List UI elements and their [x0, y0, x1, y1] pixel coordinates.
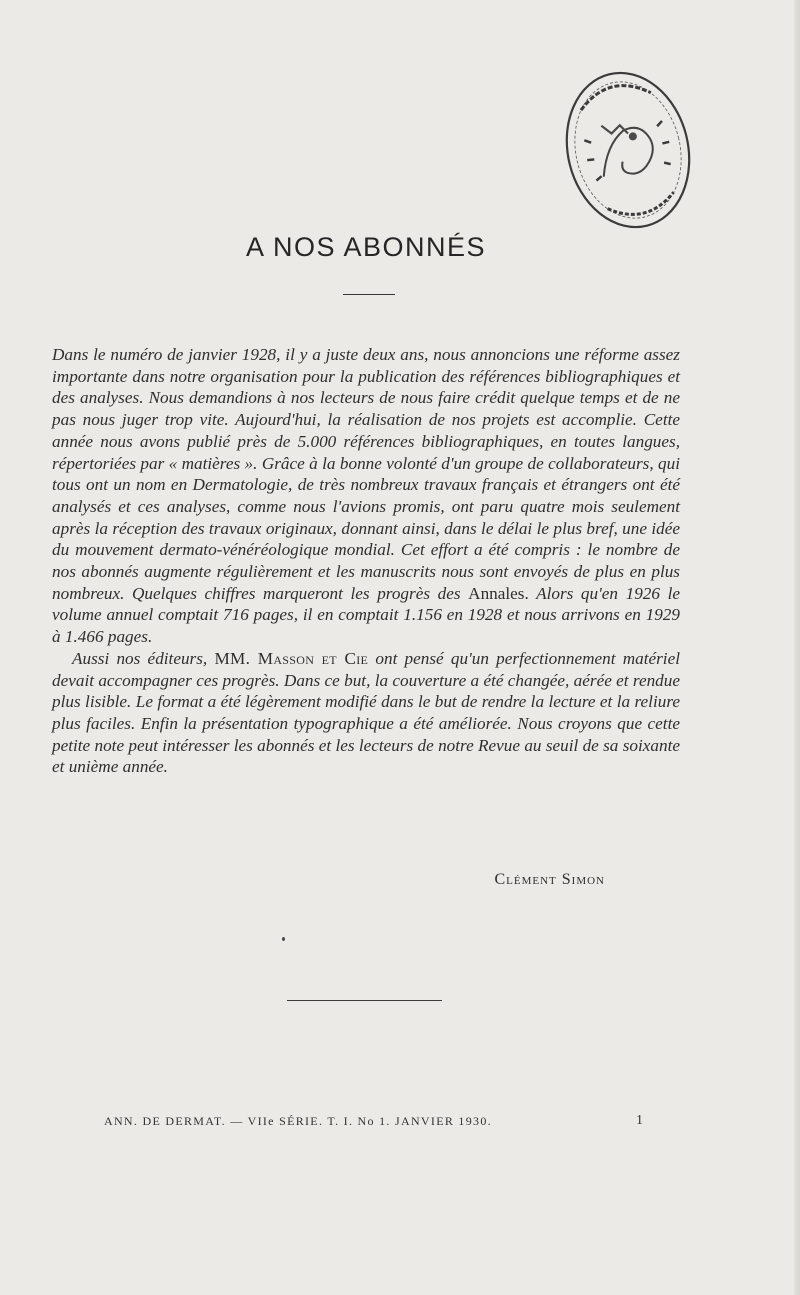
page-number: 1: [636, 1113, 643, 1128]
paragraph-2-text-a: Aussi nos éditeurs,: [72, 648, 208, 668]
article-title: A NOS ABONNÉS: [245, 232, 487, 262]
closing-divider: [287, 1000, 442, 1001]
journal-name: Annales.: [468, 583, 529, 603]
print-speck: [282, 937, 285, 941]
title-divider: [343, 294, 395, 295]
paragraph-1-text-a: Dans le numéro de janvier 1928, il y a juste deux ans, nous annoncions une réforme assez importante dans notre organisation pour la publication des références bibliographiques et des analyses. Nous demandions à nos lecteurs de nous faire crédit quelque temps et de ne pas nous juger trop vite. Aujourd'hui, la réalisation de nos projets est accomplie. Cette année nous avons publié près de 5.000 références bibliographiques, en toutes langues, répertoriées par « matières ». Grâce à la bonne volonté d'un groupe de collaborateurs, qui tous ont un nom en Dermatologie, de très nombreux travaux français et étrangers ont été analysés et ces analyses, comme nous l'avions promis, ont paru quatre mois seulement après la réception des travaux originaux, donnant ainsi, dans le délai le plus bref, une idée du mouvement dermato-vénéréologique mondial. Cet effort a été compris : le nombre de nos abonnés augmente régulièrement et les manuscrits nous sont envoyés de plus en plus nombreux. Quelques chiffres marqueront les progrès des: [52, 345, 680, 603]
article-body: [52, 344, 680, 778]
paragraph-2-text-b: ont pensé qu'un perfectionnement matériel devait accompagner ces progrès. Dans ce but, la couverture a été changée, aérée et rendue plus lisible. Le format a été légèrement modifié dans le but de rendre la lecture et la reliure plus faciles. Enfin la présentation typographique a été améliorée. Nous croyons que cette petite note peut intéresser les abonnés et les lecteurs de notre Revue au seuil de sa soixante et unième année.: [52, 648, 680, 777]
paragraph-2: [52, 648, 680, 778]
library-stamp: [558, 60, 698, 240]
paragraph-1: [52, 344, 680, 648]
journal-citation: ANN. DE DERMAT. — VIIe SÉRIE. T. I. No 1. JANVIER 1930.: [104, 1114, 492, 1128]
page-edge: [794, 0, 800, 1295]
paragraph-1-text-b: Alors qu'en 1926 le volume annuel comptait 716 pages, il en comptait 1.156 en 1928 et nous arrivons en 1929 à 1.466 pages.: [52, 583, 680, 647]
publisher-name: MM. Masson et Cie: [214, 648, 369, 668]
author-signature: Clément Simon: [494, 871, 605, 888]
